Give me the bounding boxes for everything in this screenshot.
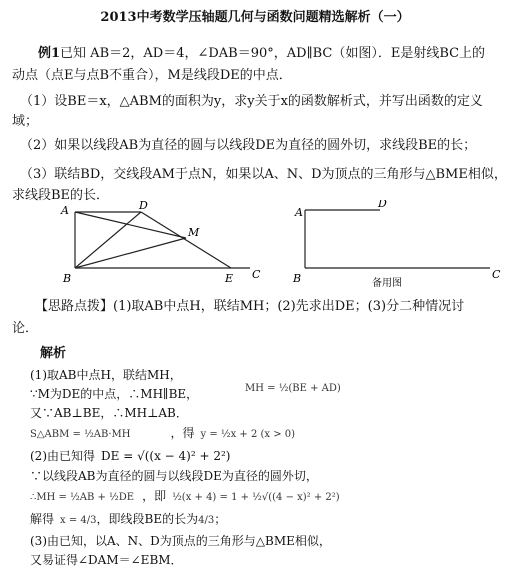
solution-step-5 <box>30 447 230 465</box>
label-a: A <box>61 204 69 217</box>
solution-step-6: ∵以线段AB为直径的圆与以线段DE为直径的圆外切， <box>30 469 318 483</box>
solved-label: 解得 <box>30 512 55 526</box>
label-b: B <box>63 272 72 285</box>
tangent-formula: ∴MH = ½AB + ½DE <box>30 492 135 503</box>
page-title: 2013中考数学压轴题几何与函数问题精选解析（一） <box>100 10 410 25</box>
function-formula: y = ½x + 2 (x > 0) <box>200 429 296 440</box>
example-line-1 <box>38 45 485 63</box>
area-connector: ，得 <box>170 426 195 440</box>
label-e: E <box>225 272 234 285</box>
question-3-line-1: （3）联结BD，交线段AM于点N，如果以A、N、D为顶点的三角形与△BME相似， <box>20 167 507 182</box>
backup-label-b: B <box>293 272 302 285</box>
solution-step-9: (3)由已知，以A、N、D为顶点的三角形与△BME相似， <box>30 534 331 548</box>
label-d: D <box>139 200 148 212</box>
example-text-1: 已知 AB＝2，AD＝4，∠DAB＝90°，AD∥BC（如图）．E是射线BC上的 <box>60 46 486 61</box>
solution-step-4 <box>30 424 295 444</box>
backup-label-c: C <box>492 268 501 281</box>
de-formula: DE = √((x − 4)² + 2²) <box>101 449 231 463</box>
area-formula: S△ABM = ½AB·MH <box>30 429 131 440</box>
segment-de <box>141 212 231 268</box>
hint-line-1: 【思路点拨】(1)取AB中点H，联结MH；(2)先求出DE；(3)分二种情况讨 <box>35 299 465 314</box>
example-label: 例1 <box>38 46 61 61</box>
hint-line-2: 论． <box>12 321 39 336</box>
tangent-connector: ，即 <box>142 489 167 503</box>
question-3-line-2: 求线段BE的长． <box>12 188 110 203</box>
solution-step-8 <box>30 510 226 530</box>
solution-step-7 <box>30 487 340 507</box>
example-line-2: 动点（点E与点B不重合），M是线段DE的中点． <box>12 68 292 83</box>
label-c: C <box>252 268 261 281</box>
solved-length: 4/3 <box>198 515 215 526</box>
solution-heading: 解析 <box>40 346 67 361</box>
equation-formula: ½(x + 4) = 1 + ½√((4 − x)² + 2²) <box>172 492 340 503</box>
backup-caption: 备用图 <box>372 278 402 289</box>
solution-step-3: 又∵AB⊥BE，∴MH⊥AB． <box>30 406 188 420</box>
question-1-line-1: （1）设BE＝x，△ABM的面积为y，求y关于x的函数解析式，并写出函数的定义 <box>20 94 483 109</box>
step-5-text: (2)由已知得 <box>30 449 95 463</box>
solution-step-2: ∵M为DE的中点，∴MH∥BE， <box>30 387 199 401</box>
question-2: （2）如果以线段AB为直径的圆与以线段DE为直径的圆外切，求线段BE的长； <box>20 138 477 153</box>
figure-main <box>55 200 275 288</box>
figure-backup <box>285 200 507 292</box>
backup-label-a: A <box>295 206 303 219</box>
solved-value: x = 4/3 <box>60 515 97 526</box>
solution-step-2-formula: MH = ½(BE + AD) <box>245 383 341 394</box>
segment-bm <box>75 238 186 268</box>
segment-am <box>75 212 186 238</box>
solution-step-10: 又易证得∠DAM＝∠EBM． <box>30 553 183 567</box>
label-m: M <box>188 226 200 239</box>
solved-conclusion: ，即线段BE的长为 <box>96 512 199 526</box>
solved-end: ； <box>214 512 227 526</box>
backup-label-d: D <box>378 200 387 210</box>
solution-step-1: (1)取AB中点H，联结MH， <box>30 368 182 382</box>
question-1-line-2: 域； <box>12 114 39 129</box>
